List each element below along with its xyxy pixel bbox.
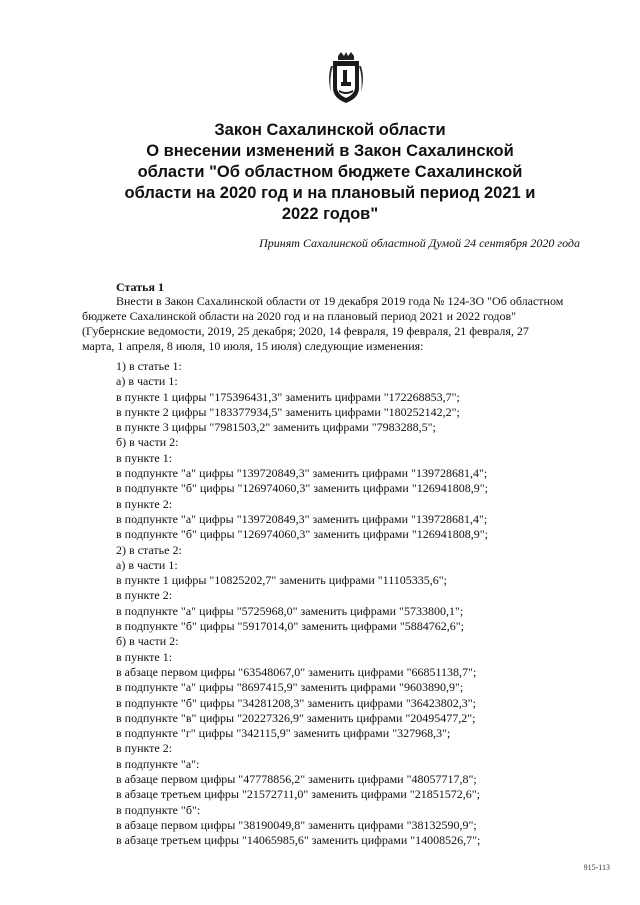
list-item: а) в части 1: bbox=[116, 557, 178, 572]
list-item: в пункте 1 цифры "175396431,3" заменить цифрами "172268853,7"; bbox=[116, 389, 460, 404]
law-title-line: области на 2020 год и на плановый период 2021 и bbox=[124, 184, 536, 202]
intro-line: марта, 1 апреля, 8 июля, 10 июля, 15 июля) следующие изменения: bbox=[82, 339, 424, 353]
list-item: в пункте 1: bbox=[116, 649, 173, 664]
amendments-list bbox=[116, 359, 616, 849]
law-title bbox=[110, 120, 550, 225]
article-heading: Статья 1 bbox=[116, 280, 164, 294]
page-code: 915-113 bbox=[583, 863, 610, 872]
adoption-note: Принят Сахалинской областной Думой 24 сентября 2020 года bbox=[259, 236, 580, 250]
list-item: в подпункте "а" цифры "139720849,3" заменить цифрами "139728681,4"; bbox=[116, 466, 488, 481]
law-title-line: 2022 годов" bbox=[281, 205, 379, 223]
list-item: 2) в статье 2: bbox=[116, 542, 182, 557]
list-item: в подпункте "б" цифры "126974060,3" заменить цифрами "126941808,9"; bbox=[116, 527, 488, 542]
article-intro bbox=[82, 294, 614, 354]
list-item: в абзаце третьем цифры "21572711,0" заменить цифрами "21851572,6"; bbox=[116, 787, 480, 802]
list-item: в пункте 2: bbox=[116, 496, 173, 511]
law-title-line: Закон Сахалинской области bbox=[214, 121, 446, 139]
list-item: б) в части 2: bbox=[116, 435, 179, 450]
list-item: в подпункте "а": bbox=[116, 756, 200, 771]
list-item: в подпункте "г" цифры "342115,9" заменить цифрами "327968,3"; bbox=[116, 726, 451, 741]
list-item: в пункте 3 цифры "7981503,2" заменить цифрами "7983288,5"; bbox=[116, 420, 436, 435]
list-item: в пункте 1 цифры "10825202,7" заменить цифрами "11105335,6"; bbox=[116, 573, 447, 588]
list-item: в абзаце первом цифры "63548067,0" заменить цифрами "66851138,7"; bbox=[116, 664, 477, 679]
list-item: в пункте 2 цифры "183377934,5" заменить цифрами "180252142,2"; bbox=[116, 404, 460, 419]
list-item: в пункте 2: bbox=[116, 741, 173, 756]
list-item: в подпункте "б" цифры "34281208,3" заменить цифрами "36423802,3"; bbox=[116, 695, 476, 710]
list-item: в подпункте "а" цифры "8697415,9" заменить цифрами "9603890,9"; bbox=[116, 680, 464, 695]
list-item: а) в части 1: bbox=[116, 374, 178, 389]
list-item: в абзаце третьем цифры "14065985,6" заменить цифрами "14008526,7"; bbox=[116, 833, 481, 848]
intro-line: бюджете Сахалинской области на 2020 год и на плановый период 2021 и 2022 годов" bbox=[82, 309, 517, 323]
list-item: в подпункте "б" цифры "126974060,3" заменить цифрами "126941808,9"; bbox=[116, 481, 488, 496]
law-title-line: О внесении изменений в Закон Сахалинской bbox=[146, 142, 514, 160]
list-item: в подпункте "б" цифры "5917014,0" заменить цифрами "5884762,6"; bbox=[116, 619, 464, 634]
list-item: в абзаце первом цифры "38190049,8" заменить цифрами "38132590,9"; bbox=[116, 817, 477, 832]
list-item: 1) в статье 1: bbox=[116, 359, 182, 373]
coat-of-arms-icon bbox=[325, 52, 367, 104]
list-item: в пункте 2: bbox=[116, 588, 173, 603]
list-item: б) в части 2: bbox=[116, 634, 179, 649]
list-item: в подпункте "в" цифры "20227326,9" заменить цифрами "20495477,2"; bbox=[116, 710, 476, 725]
list-item: в подпункте "б": bbox=[116, 802, 201, 817]
list-item: в подпункте "а" цифры "5725968,0" заменить цифрами "5733800,1"; bbox=[116, 603, 464, 618]
list-item: в пункте 1: bbox=[116, 450, 173, 465]
intro-line: Внести в Закон Сахалинской области от 19 декабря 2019 года № 124-ЗО "Об областном bbox=[116, 294, 564, 308]
list-item: в подпункте "а" цифры "139720849,3" заменить цифрами "139728681,4"; bbox=[116, 511, 488, 526]
intro-line: (Губернские ведомости, 2019, 25 декабря; 2020, 14 февраля, 19 февраля, 21 февраля, 27 bbox=[82, 324, 529, 338]
law-title-line: области "Об областном бюджете Сахалинской bbox=[137, 163, 523, 181]
list-item: в абзаце первом цифры "47778856,2" заменить цифрами "48057717,8"; bbox=[116, 772, 477, 787]
